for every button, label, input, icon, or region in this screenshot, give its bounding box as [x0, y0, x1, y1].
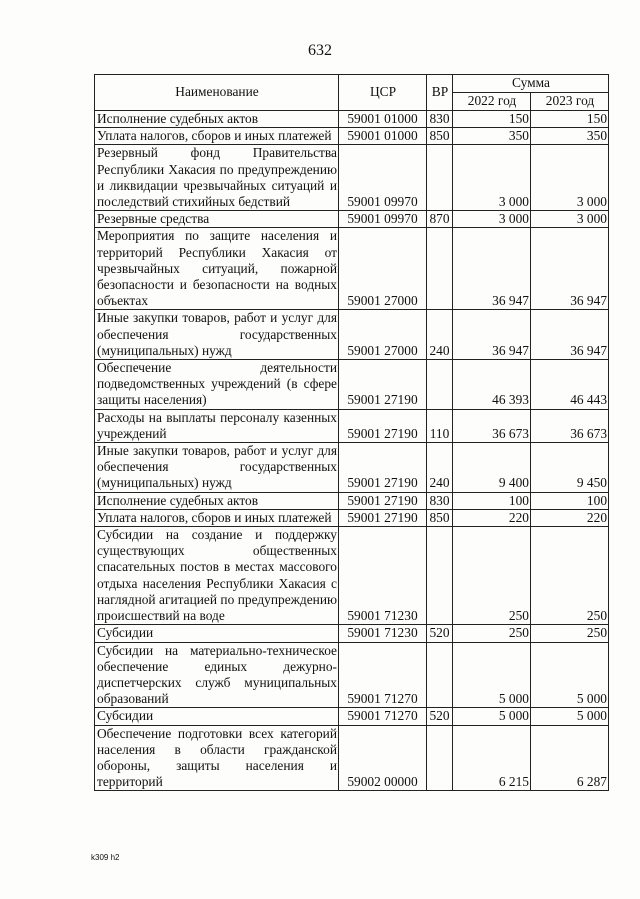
sum-2023-cell: 3 000 [531, 145, 609, 211]
csr-cell: 59001 27190 [339, 360, 427, 410]
sum-2023-cell: 250 [531, 625, 609, 642]
name-cell: Резервный фонд Правительства Республики Хакасия по предупреждению и ликвидации чрезвычайных ситуаций и последствий стихийных бедствий [95, 145, 339, 211]
table-row [95, 211, 609, 228]
vr-cell [427, 145, 453, 211]
table-row [95, 625, 609, 642]
sum-2023-cell: 5 000 [531, 708, 609, 725]
sum-2022-cell: 9 400 [453, 443, 531, 493]
vr-cell: 520 [427, 625, 453, 642]
csr-cell: 59001 27190 [339, 409, 427, 442]
csr-cell: 59001 27000 [339, 310, 427, 360]
csr-cell: 59001 71270 [339, 708, 427, 725]
csr-cell: 59001 27000 [339, 228, 427, 310]
name-cell: Мероприятия по защите населения и территорий Республики Хакасия от чрезвычайных ситуаций, пожарной безопасности и безопасности на водных объектах [95, 228, 339, 310]
vr-cell [427, 725, 453, 791]
sum-2022-cell: 36 673 [453, 409, 531, 442]
csr-cell: 59001 71270 [339, 642, 427, 708]
table-row [95, 228, 609, 310]
sum-2023-cell: 350 [531, 128, 609, 145]
page-number: 632 [308, 42, 332, 59]
sum-2023-cell: 220 [531, 509, 609, 526]
csr-cell: 59001 27190 [339, 509, 427, 526]
vr-cell: 850 [427, 128, 453, 145]
sum-2023-cell: 5 000 [531, 642, 609, 708]
sum-2022-cell: 5 000 [453, 708, 531, 725]
table-row [95, 128, 609, 145]
vr-cell: 240 [427, 310, 453, 360]
name-cell: Субсидии на материально-техническое обеспечение единых дежурно-диспетчерских служб муниципальных образований [95, 642, 339, 708]
vr-cell: 240 [427, 443, 453, 493]
table-row [95, 509, 609, 526]
vr-cell: 830 [427, 492, 453, 509]
vr-cell [427, 360, 453, 410]
table-row [95, 409, 609, 442]
header-2023: 2023 год [531, 93, 609, 111]
header-2022: 2022 год [453, 93, 531, 111]
csr-cell: 59001 01000 [339, 111, 427, 128]
sum-2022-cell: 3 000 [453, 145, 531, 211]
csr-cell: 59001 71230 [339, 625, 427, 642]
name-cell: Обеспечение деятельности подведомственных учреждений (в сфере защиты населения) [95, 360, 339, 410]
name-cell: Субсидии на создание и поддержку существующих общественных спасательных постов в местах массового отдыха населения Республики Хакасия с наглядной агитацией по предупреждению происшествий на воде [95, 527, 339, 625]
csr-cell: 59001 27190 [339, 443, 427, 493]
vr-cell [427, 527, 453, 625]
sum-2022-cell: 36 947 [453, 310, 531, 360]
vr-cell: 520 [427, 708, 453, 725]
csr-cell: 59001 27190 [339, 492, 427, 509]
name-cell: Обеспечение подготовки всех категорий населения в области гражданской обороны, защиты населения и территорий [95, 725, 339, 791]
csr-cell: 59002 00000 [339, 725, 427, 791]
footer-code: k309 h2 [91, 853, 120, 862]
sum-2022-cell: 250 [453, 625, 531, 642]
sum-2022-cell: 100 [453, 492, 531, 509]
sum-2022-cell: 3 000 [453, 211, 531, 228]
table-row [95, 708, 609, 725]
csr-cell: 59001 09970 [339, 145, 427, 211]
csr-cell: 59001 01000 [339, 128, 427, 145]
name-cell: Уплата налогов, сборов и иных платежей [95, 128, 339, 145]
header-vr: ВР [427, 75, 453, 111]
table-row [95, 145, 609, 211]
sum-2023-cell: 6 287 [531, 725, 609, 791]
name-cell: Иные закупки товаров, работ и услуг для обеспечения государственных (муниципальных) нужд [95, 443, 339, 493]
table-row [95, 360, 609, 410]
name-cell: Исполнение судебных актов [95, 111, 339, 128]
sum-2023-cell: 36 947 [531, 228, 609, 310]
table-row [95, 111, 609, 128]
budget-table [94, 74, 609, 791]
name-cell: Исполнение судебных актов [95, 492, 339, 509]
table-body [95, 111, 609, 791]
sum-2022-cell: 6 215 [453, 725, 531, 791]
sum-2022-cell: 350 [453, 128, 531, 145]
sum-2023-cell: 36 673 [531, 409, 609, 442]
vr-cell [427, 228, 453, 310]
vr-cell: 830 [427, 111, 453, 128]
sum-2023-cell: 9 450 [531, 443, 609, 493]
name-cell: Расходы на выплаты персоналу казенных учреждений [95, 409, 339, 442]
sum-2023-cell: 3 000 [531, 211, 609, 228]
sum-2023-cell: 100 [531, 492, 609, 509]
vr-cell: 870 [427, 211, 453, 228]
name-cell: Уплата налогов, сборов и иных платежей [95, 509, 339, 526]
table-header [95, 75, 609, 111]
csr-cell: 59001 71230 [339, 527, 427, 625]
table-row [95, 725, 609, 791]
table-row [95, 492, 609, 509]
sum-2023-cell: 150 [531, 111, 609, 128]
sum-2022-cell: 36 947 [453, 228, 531, 310]
sum-2022-cell: 46 393 [453, 360, 531, 410]
vr-cell: 110 [427, 409, 453, 442]
table-row [95, 443, 609, 493]
header-name: Наименование [95, 75, 339, 111]
sum-2023-cell: 46 443 [531, 360, 609, 410]
header-csr: ЦСР [339, 75, 427, 111]
sum-2023-cell: 36 947 [531, 310, 609, 360]
table-row [95, 527, 609, 625]
name-cell: Субсидии [95, 625, 339, 642]
table-row [95, 310, 609, 360]
sum-2022-cell: 5 000 [453, 642, 531, 708]
sum-2022-cell: 150 [453, 111, 531, 128]
sum-2022-cell: 220 [453, 509, 531, 526]
header-sum: Сумма [453, 75, 609, 93]
vr-cell: 850 [427, 509, 453, 526]
name-cell: Иные закупки товаров, работ и услуг для обеспечения государственных (муниципальных) нужд [95, 310, 339, 360]
name-cell: Субсидии [95, 708, 339, 725]
table-row [95, 642, 609, 708]
vr-cell [427, 642, 453, 708]
sum-2023-cell: 250 [531, 527, 609, 625]
name-cell: Резервные средства [95, 211, 339, 228]
csr-cell: 59001 09970 [339, 211, 427, 228]
sum-2022-cell: 250 [453, 527, 531, 625]
